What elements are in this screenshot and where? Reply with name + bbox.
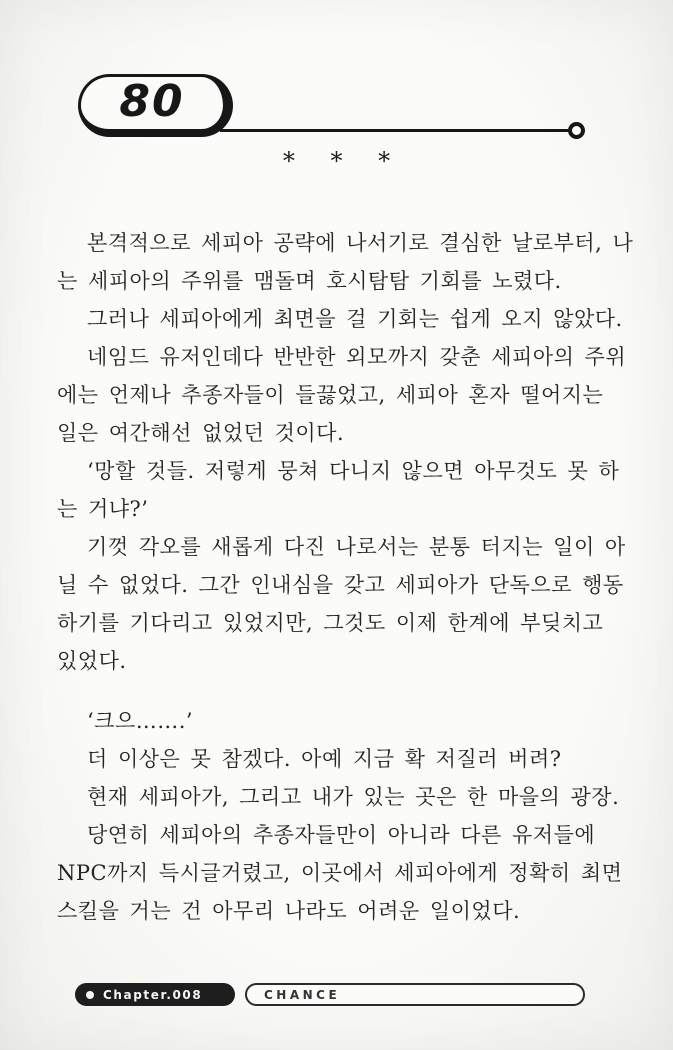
text-line: 그러나 세피아에게 최면을 걸 기회는 쉽게 오지 않았다. <box>87 307 623 331</box>
text-line: 스킬을 거는 건 아무리 나라도 어려운 일이었다. <box>57 899 521 923</box>
text-line: 는 세피아의 주위를 맴돌며 호시탐탐 기회를 노렸다. <box>57 269 562 293</box>
header-rule-end-ring-icon <box>568 122 585 139</box>
text-line: 기껏 각오를 새롭게 다진 나로서는 분통 터지는 일이 아 <box>87 535 626 559</box>
text-line: ‘크으…….’ <box>87 709 194 733</box>
page-number-badge <box>78 74 233 137</box>
header-rule-line <box>220 129 570 132</box>
text-line: 일은 여간해선 없었던 것이다. <box>57 421 345 445</box>
text-line: 에는 언제나 추종자들이 들끓었고, 세피아 혼자 떨어지는 <box>57 383 604 407</box>
text-line: 닐 수 없었다. 그간 인내심을 갖고 세피아가 단독으로 행동 <box>57 573 624 597</box>
text-line: 네임드 유저인데다 반반한 외모까지 갖춘 세피아의 주위 <box>87 345 627 369</box>
bullet-dot-icon <box>86 991 94 999</box>
body-text <box>57 224 633 930</box>
text-line: 있었다. <box>57 649 127 673</box>
text-line: 더 이상은 못 참겠다. 아예 지금 확 저질러 버려? <box>87 747 562 771</box>
text-line: 본격적으로 세피아 공략에 나서기로 결심한 날로부터, 나 <box>87 231 634 255</box>
page-footer <box>0 983 673 1009</box>
chapter-badge <box>75 983 235 1006</box>
page-number: 80 <box>119 75 185 127</box>
chapter-label: Chapter.008 <box>103 987 203 1002</box>
text-line: 는 거냐?’ <box>57 497 149 521</box>
text-line: 하기를 기다리고 있었지만, 그것도 이제 한계에 부딪치고 <box>57 611 604 635</box>
section-title-badge <box>245 983 585 1006</box>
scene-divider: * * * <box>282 147 405 175</box>
text-line: NPC까지 득시글거렸고, 이곳에서 세피아에게 정확히 최면 <box>57 861 623 885</box>
section-title-label: CHANCE <box>264 987 341 1002</box>
text-line: 현재 세피아가, 그리고 내가 있는 곳은 한 마을의 광장. <box>87 785 620 809</box>
text-line: ‘망할 것들. 저렇게 뭉쳐 다니지 않으면 아무것도 못 하 <box>87 459 620 483</box>
text-line: 당연히 세피아의 추종자들만이 아니라 다른 유저들에 <box>87 823 596 847</box>
